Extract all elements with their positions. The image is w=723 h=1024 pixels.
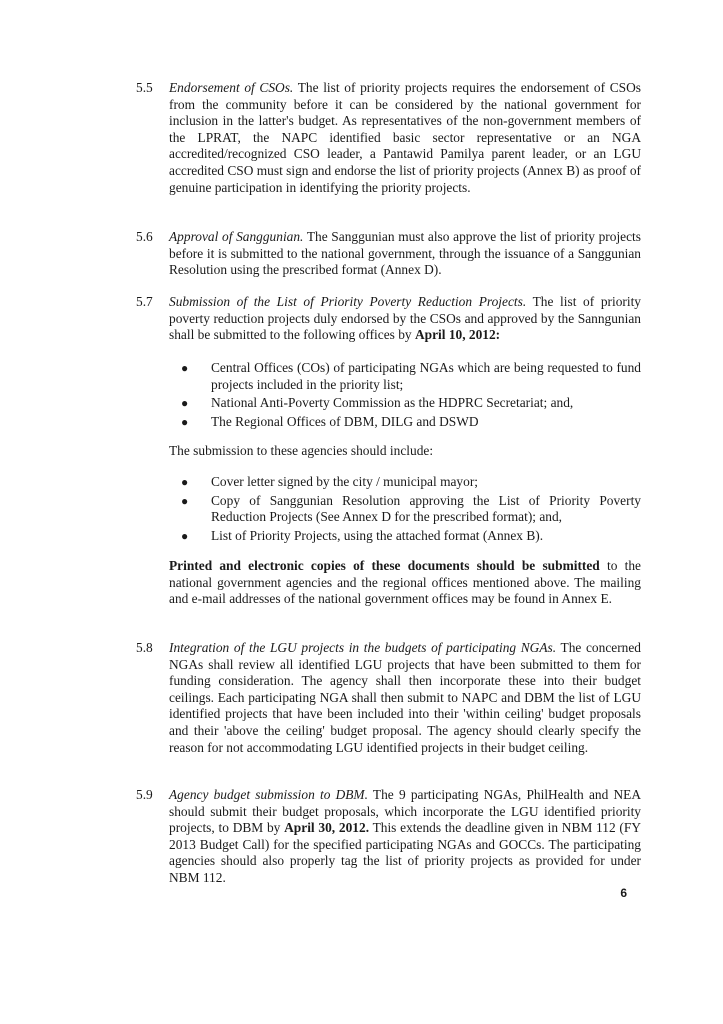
list-item: ● Central Offices (COs) of participating NGAs which are being requested to fund projects included in the priority list; bbox=[181, 360, 641, 392]
bullet-icon: ● bbox=[181, 475, 189, 489]
section-text: The list of priority poverty reduction projects duly endorsed by the CSOs and approved by the Sanngunian shall be submitted to the following offices by bbox=[169, 294, 642, 343]
deadline: April 30, 2012. bbox=[284, 820, 370, 836]
bullet-icon: ● bbox=[181, 414, 189, 429]
section-title: Submission of the List of Priority Poverty Reduction Projects. bbox=[169, 294, 527, 309]
section-title: Approval of Sanggunian. bbox=[169, 229, 304, 244]
document-page: 5.5 Endorsement of CSOs. The list of priority projects requires the endorsement of CSOs from the community before it can be considered by the national government for inclusion in the latter's budget. As representatives of the non-government members of the LPRAT, the NAPC identified basic sector representative or an NGA accredited/recognized CSO leader, a Pantawid Pamilya parent leader, or an LGU accredited CSO must sign and endorse the list of priority projects (Annex B) as proof of genuine participation in identifying the priority projects. 5.6 Approval of Sanggunian. The Sanggunian must also approve the list of priority projects before it is submitted to the national government, through the issuance of a Sanggunian Resolution using the prescribed format (Annex D). 5.7 Submission of the List of Priority Poverty Reduction Projects. The list of priority poverty reduction projects duly endorsed by the CSOs and approved by the Sanngunian shall be submitted to the following offices by April 10, 2012: ● Central Offices (COs) of participating NGAs which are being requested to fund projects included in the priority list; ● National Anti-Poverty Commission as the HDPRC Secretariat; and, ● The Regional Offices of DBM, DILG and DSWD The submission to these agencies should include: ● Cover letter signed by the city / municipal mayor; ● Copy of Sanggunian Resolution approving the List of Priority Poverty Reduction Projects (See Annex D for the prescribed format); and, ● List of Priority Projects, using the attached format (Annex B). Printed and electronic copies of these documents should be submitted to the national government agencies and the regional offices mentioned above. The mailing and e-mail addresses of the national government offices may be found in Annex E. 5.8 Integration of the LGU projects in the budgets of participating NGAs. The concerned NGAs shall review all identified LGU projects that have been submitted to them for funding consideration. The agency shall then incorporate these into their budget ceilings. Each participating NGA shall then submit to NAPC and DBM the list of LGU identified projects that have been included into their 'within ceiling' budget proposals and their 'above the ceiling' budget proposal. The agency should clearly specify the reason for not accommodating LGU identified projects in their budget ceiling. 5.9 Agency budget submission to DBM. The 9 participating NGAs, PhilHealth and NEA should submit their budget proposals, which incorporate the LGU identified priority projects, to DBM by April 30, 2012. This extends the deadline given in NBM 112 (FY 2013 Budget Call) for the specified participating NGAs and GOCCs. The participating agencies should also properly tag the list of priority projects as provided for under NBM 112. 6 bbox=[136, 80, 642, 900]
list-item: ● The Regional Offices of DBM, DILG and DSWD bbox=[181, 413, 479, 429]
section-title: Integration of the LGU projects in the budgets of participating NGAs. bbox=[169, 640, 557, 655]
section-number: 5.6 bbox=[136, 229, 153, 244]
section-text: The Sanggunian must also approve the list of priority projects before it is submitted to the national government, through the issuance of a Sanggunian Resolution using the prescribed format (Annex D). bbox=[169, 229, 641, 278]
list-item: ● National Anti-Poverty Commission as the HDPRC Secretariat; and, bbox=[181, 395, 574, 411]
section-title: Agency budget submission to DBM. bbox=[169, 787, 368, 802]
section-text: The list of priority projects requires the endorsement of CSOs from the community before it can be considered by the national government for inclusion in the latter's budget. As representatives of the non-government members of the LPRAT, the NAPC identified basic sector representative or an NGA accredited/recognized CSO leader, a Pantawid Pamilya parent leader, or an LGU accredited CSO must sign and endorse the list of priority projects (Annex B) as proof of genuine participation in identifying the priority projects. bbox=[169, 80, 641, 195]
list-item: ● List of Priority Projects, using the attached format (Annex B). bbox=[181, 527, 544, 543]
section-body bbox=[169, 640, 641, 756]
section-number: 5.8 bbox=[136, 640, 153, 655]
section-body bbox=[169, 294, 641, 344]
section-number: 5.7 bbox=[136, 294, 153, 309]
deadline: April 10, 2012: bbox=[414, 327, 501, 343]
page-number: 6 bbox=[620, 886, 627, 900]
section-body bbox=[169, 80, 641, 196]
section-title: Endorsement of CSOs. bbox=[169, 80, 294, 95]
section-text: The concerned NGAs shall review all identified LGU projects that have been submitted to them for funding consideration. The agency shall then incorporate these into their budget ceilings. Each participating NGA shall then submit to NAPC and DBM the list of LGU identified projects that have been included into their 'within ceiling' budget proposals and their 'above the ceiling' budget proposal. The agency should clearly specify the reason for not accommodating LGU identified projects in their budget ceiling. bbox=[169, 640, 641, 755]
bullet-icon: ● bbox=[181, 361, 189, 375]
section-body bbox=[169, 229, 641, 279]
list-item: ● Copy of Sanggunian Resolution approving the List of Priority Poverty Reduction Projects (See Annex D for the prescribed format); and, bbox=[181, 492, 641, 525]
list-item: ● Cover letter signed by the city / municipal mayor; bbox=[181, 474, 479, 489]
bullet-icon: ● bbox=[181, 528, 189, 543]
bullet-icon: ● bbox=[181, 396, 189, 411]
bullet-icon: ● bbox=[181, 493, 189, 508]
section-number: 5.5 bbox=[136, 80, 153, 95]
section-number: 5.9 bbox=[136, 787, 153, 802]
section-body: Agency budget submission to DBM. The 9 participating NGAs, PhilHealth and NEA should submit their budget proposals, which incorporate the LGU identified priority projects, to DBM by April 30, 2012. This extends the deadline given in NBM 112 (FY 2013 Budget Call) for the specified participating NGAs and GOCCs. The participating agencies should also properly tag the list of priority projects as provided for under NBM 112. bbox=[169, 787, 642, 885]
